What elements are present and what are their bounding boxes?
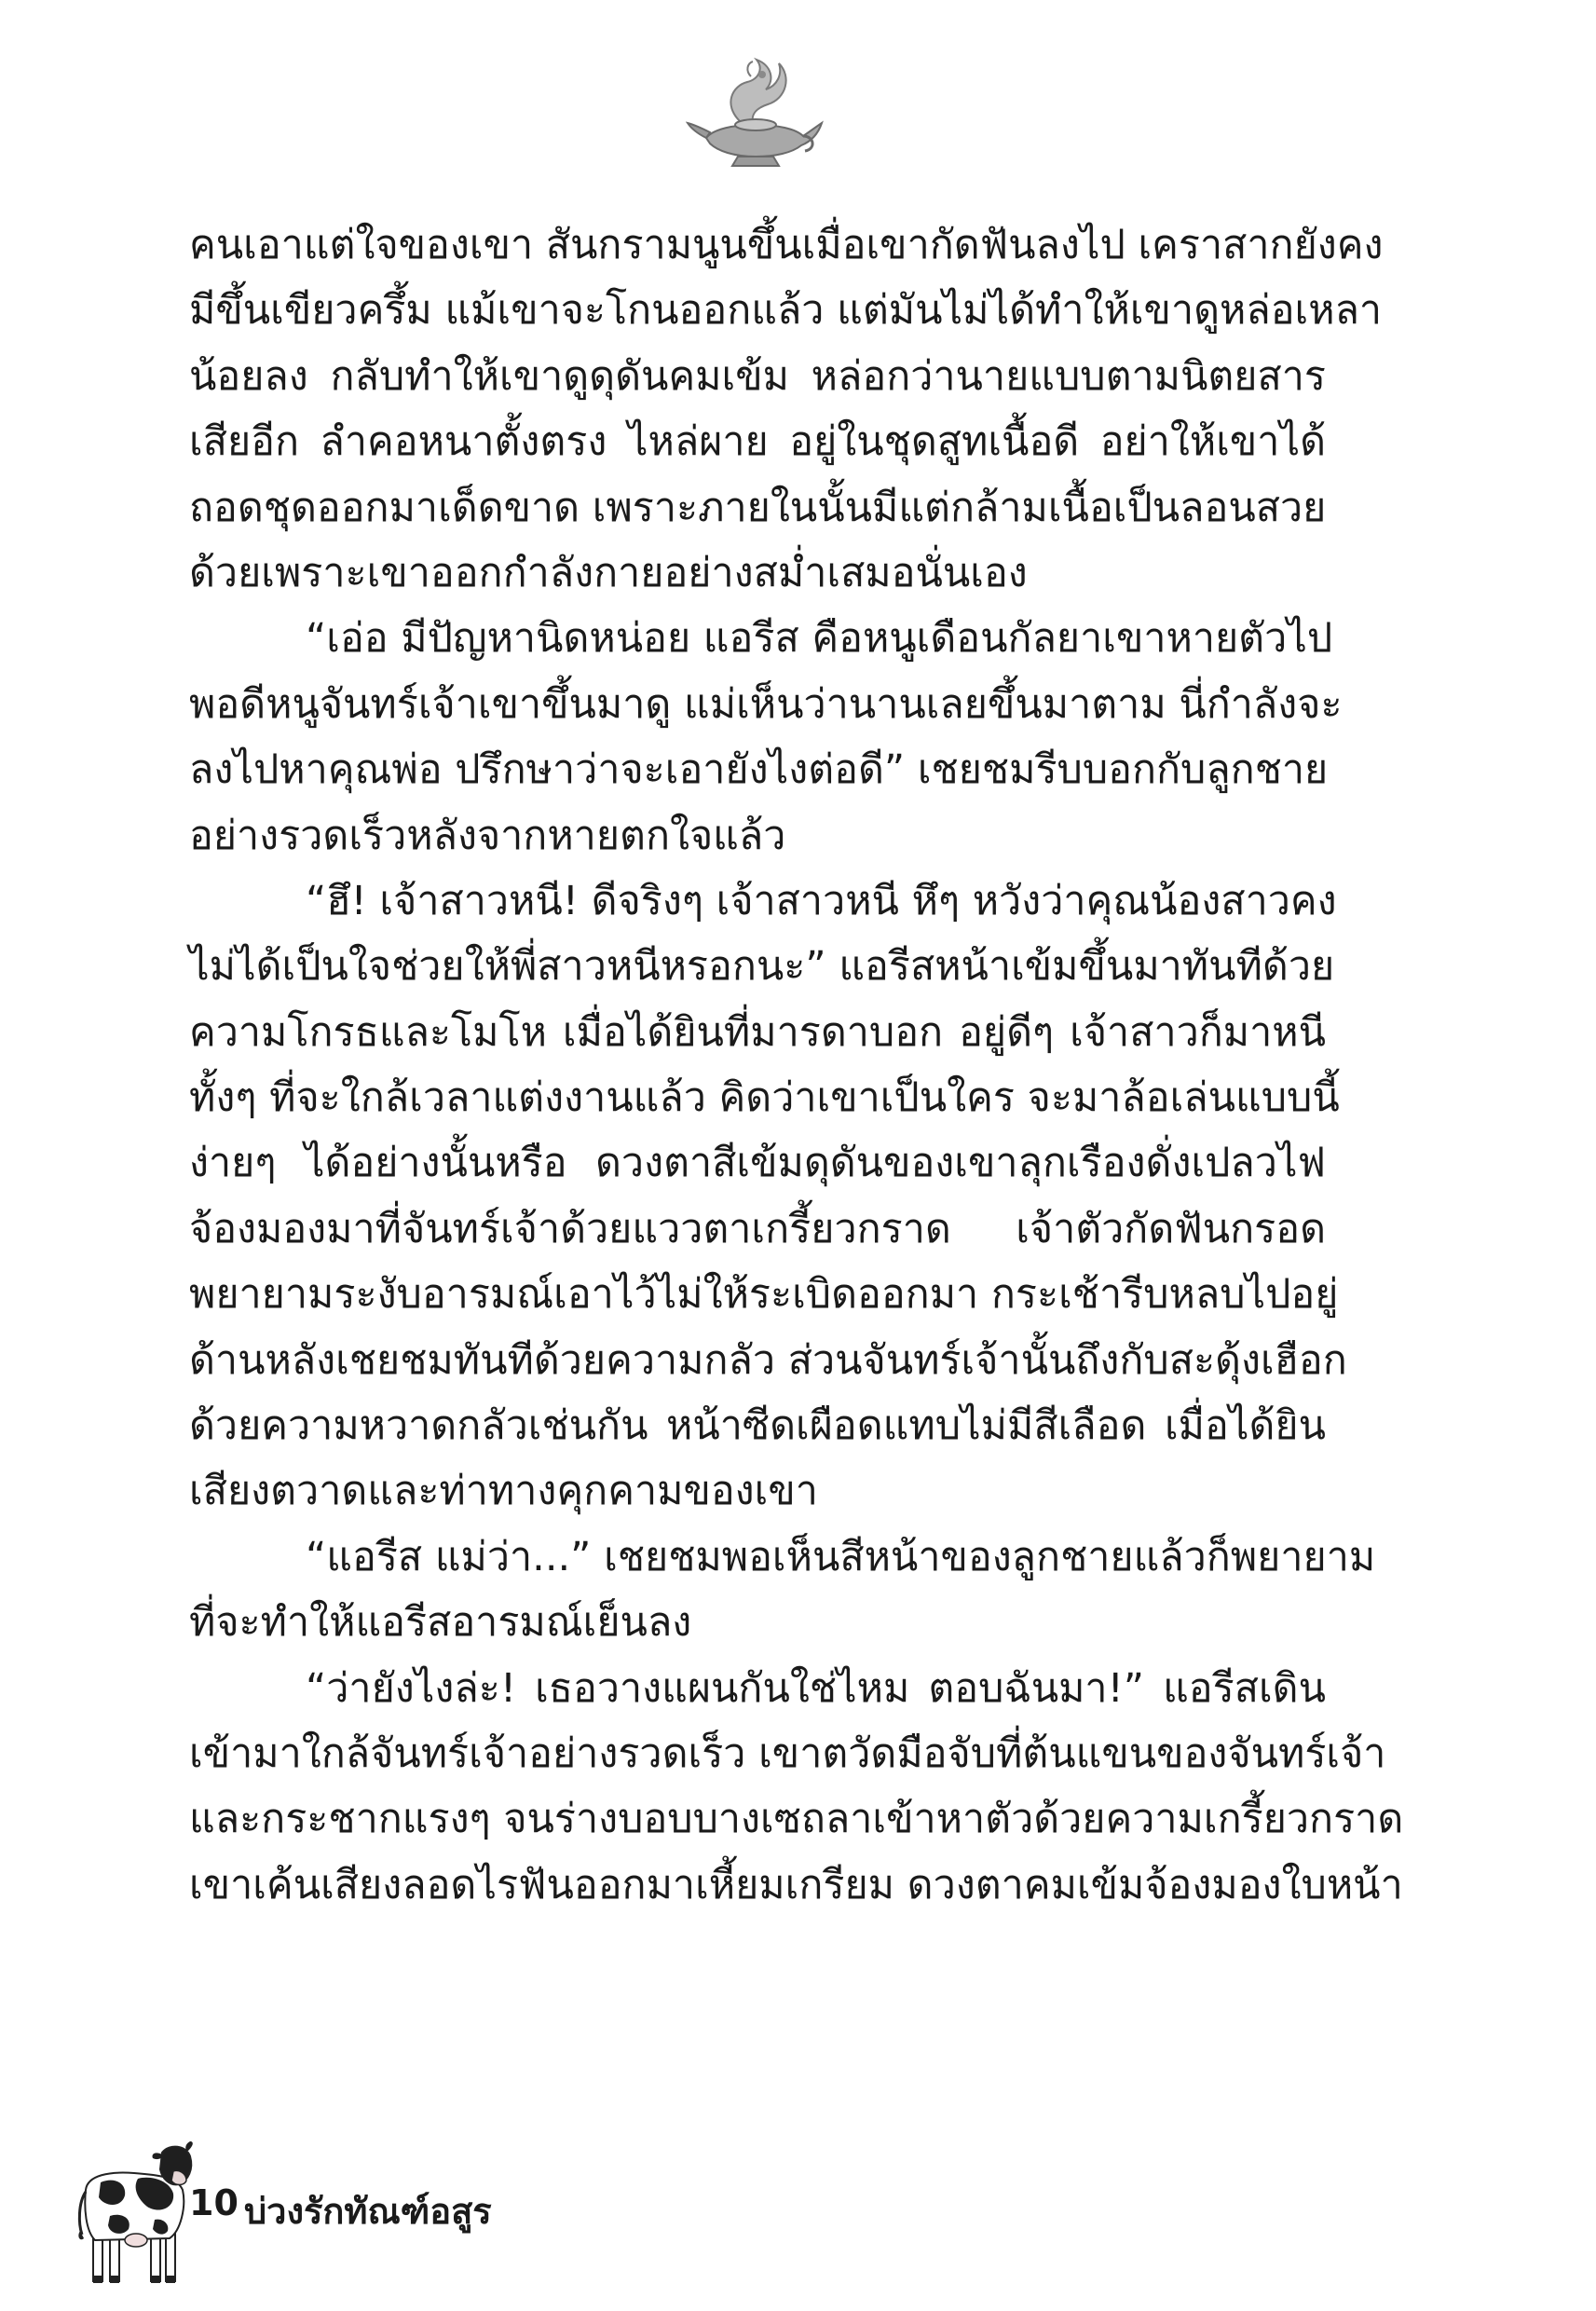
text-line: ทั้งๆ ที่จะใกล้เวลาแต่งงานแล้ว คิดว่าเขาเป็นใคร จะมาล้อเล่นแบบนี้ bbox=[189, 1074, 1340, 1122]
text-line: ด้วยเพราะเขาออกกำลังกายอย่างสม่ำเสมอนั่นเอง bbox=[189, 549, 1028, 596]
text-line: พอดีหนูจันทร์เจ้าเขาขึ้นมาดู แม่เห็นว่านานเลยขึ้นมาตาม นี่กำลังจะ bbox=[189, 680, 1343, 728]
text-line: และกระชากแรงๆ จนร่างบอบบางเซถลาเข้าหาตัวด้วยความเกรี้ยวกราด bbox=[189, 1796, 1404, 1843]
page-footer bbox=[0, 2134, 1596, 2311]
page-number: 10 bbox=[189, 2182, 239, 2223]
text-line: “เอ่อ มีปัญหานิดหน่อย แอรีส คือหนูเดือนกัลยาเขาหายตัวไป bbox=[306, 615, 1333, 663]
text-line: อย่างรวดเร็วหลังจากหายตกใจแล้ว bbox=[189, 812, 786, 859]
text-line: มีขึ้นเขียวครึ้ม แม้เขาจะโกนออกแล้ว แต่มันไม่ได้ทำให้เขาดูหล่อเหลา bbox=[189, 287, 1383, 335]
text-line: ไม่ได้เป็นใจช่วยให้พี่สาวหนีหรอกนะ” แอรีสหน้าเข้มขึ้นมาทันทีด้วย bbox=[189, 943, 1335, 991]
text-line: เข้ามาใกล้จันทร์เจ้าอย่างรวดเร็ว เขาตวัดมือจับที่ต้นแขนของจันทร์เจ้า bbox=[189, 1730, 1386, 1777]
cow-icon bbox=[73, 2134, 194, 2288]
text-line: ด้วยความหวาดกลัวเช่นกัน หน้าซีดเผือดแทบไม่มีสีเลือด เมื่อได้ยิน bbox=[189, 1402, 1326, 1450]
text-line: “ฮึ! เจ้าสาวหนี! ดีจริงๆ เจ้าสาวหนี หึๆ หวังว่าคุณน้องสาวคง bbox=[306, 877, 1337, 924]
text-line: เสียงตวาดและท่าทางคุกคามของเขา bbox=[189, 1468, 818, 1515]
text-line: ความโกรธและโมโห เมื่อได้ยินที่มารดาบอก อยู่ดีๆ เจ้าสาวก็มาหนี bbox=[189, 1008, 1326, 1056]
text-line: ด้านหลังเชยชมทันทีด้วยความกลัว ส่วนจันทร์เจ้านั้นถึงกับสะดุ้งเฮือก bbox=[189, 1336, 1347, 1384]
text-line: ลงไปหาคุณพ่อ ปรึกษาว่าจะเอายังไงต่อดี” เชยชมรีบบอกกับลูกชาย bbox=[189, 746, 1329, 794]
text-line: “แอรีส แม่ว่า...” เชยชมพอเห็นสีหน้าของลูกชายแล้วก็พยายาม bbox=[306, 1533, 1376, 1580]
text-line: เขาเค้นเสียงลอดไรฟันออกมาเหี้ยมเกรียม ดวงตาคมเข้มจ้องมองใบหน้า bbox=[189, 1861, 1403, 1908]
book-title: บ่วงรักทัณฑ์อสูร bbox=[244, 2191, 492, 2232]
text-line: ง่ายๆ ได้อย่างนั้นหรือ ดวงตาสีเข้มดุดันของเขาลุกเรืองดั่งเปลวไฟ bbox=[189, 1140, 1326, 1187]
text-line: เสียอีก ลำคอหนาตั้งตรง ไหล่ผาย อยู่ในชุดสูทเนื้อดี อย่าให้เขาได้ bbox=[189, 418, 1326, 466]
text-line: “ว่ายังไงล่ะ! เธอวางแผนกันใช่ไหม ตอบฉันมา!” แอรีสเดิน bbox=[306, 1664, 1326, 1712]
genie-lamp-icon bbox=[686, 48, 825, 170]
text-line: ถอดชุดออกมาเด็ดขาด เพราะภายในนั้นมีแต่กล้ามเนื้อเป็นลอนสวย bbox=[189, 484, 1327, 531]
body-text bbox=[189, 212, 1404, 1918]
text-line: จ้องมองมาที่จันทร์เจ้าด้วยแววตาเกรี้ยวกราด เจ้าตัวกัดฟันกรอด bbox=[189, 1205, 1326, 1252]
text-line: ที่จะทำให้แอรีสอารมณ์เย็นลง bbox=[189, 1599, 692, 1647]
text-line: น้อยลง กลับทำให้เขาดูดุดันคมเข้ม หล่อกว่านายแบบตามนิตยสาร bbox=[189, 352, 1326, 400]
text-line: พยายามระงับอารมณ์เอาไว้ไม่ให้ระเบิดออกมา กระเช้ารีบหลบไปอยู่ bbox=[189, 1271, 1339, 1319]
text-line: คนเอาแต่ใจของเขา สันกรามนูนขึ้นเมื่อเขากัดฟันลงไป เคราสากยังคง bbox=[189, 222, 1384, 268]
